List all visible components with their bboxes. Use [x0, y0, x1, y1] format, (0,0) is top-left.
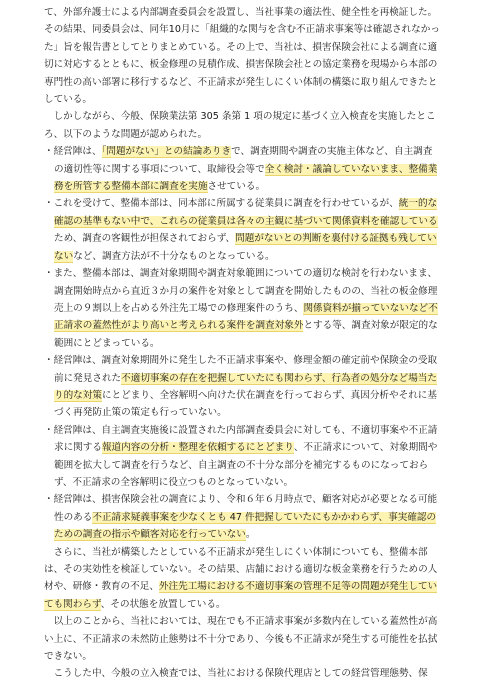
finding-item — [44, 195, 440, 265]
bullet-dot-icon: ・ — [44, 355, 54, 367]
body-text: 、その状態を放置している。 — [100, 598, 226, 610]
highlighted-text: 統一的な確認の基準もない中で、これらの従業員は各々の主観に基づいて関係資料を確認している — [54, 198, 438, 227]
body-text: 、不正請求について、対象期間や範囲を拡大して調査を行うなど、自主調査の不十分な部分を補完するものになっておらず、不正請求の全容解明に役立つものとなっていない。 — [54, 442, 438, 488]
finding-item — [44, 422, 440, 492]
body-text: で、調査期間や調査の実施主体など、自主調査の適切性等に関する事項について、取締役会等で — [54, 146, 433, 175]
body-text: 。 — [245, 529, 256, 541]
body-text: こうした中、今般の立入検査では、当社における保険代理店としての経営管理態勢、保 — [53, 668, 428, 680]
body-text: にとどまり、全容解明へ向けた伏在調査を行っておらず、真因分析やそれに基づく再発防止策の策定も行っていない。 — [54, 389, 437, 419]
paragraph — [44, 665, 440, 682]
finding-item — [44, 352, 440, 422]
body-text: ため、調査の客観性が担保されておらず、 — [54, 233, 236, 245]
finding-item — [44, 143, 440, 195]
body-text: また、整備本部は、調査対象期間や調査対象範囲についての適切な検討を行わないまま、調査開始時点から直近３か月の案件を対象として調査を開始したものの、当社の板金修理売上の９割以上を占める外注先工場での修理案件のうち、 — [53, 268, 438, 314]
finding-item — [44, 491, 440, 543]
closing-section — [44, 544, 440, 683]
body-text: 経営陣は、自主調査実施後に設置された内部調査委員会に対しても、不適切事案や不正請求に関する — [53, 424, 438, 454]
body-text: これを受けて、整備本部は、同本部に所属する従業員に調査を行わせているが、 — [53, 198, 399, 210]
body-text: 経営陣は、 — [53, 146, 102, 158]
body-text: しかしながら、今般、保険業法第 305 条第 1 項の規定に基づく立入検査を実施したところ、以下のような問題が認められた。 — [44, 111, 436, 140]
highlighted-text: 報道内容の分析・整理を依頼するにとどまり — [101, 442, 294, 454]
body-text: て、外部弁護士による内部調査委員会を設置し、当社事業の適法性、健全性を再検証した。その結果、同委員会は、同年10月に「組織的な関与を含む不正請求事案等は確認されなかった」旨を報告書としてとりまとめている。その上で、当社は、損害保険会社による調査に適切に対応するとともに、板金修理の見積作成、損害保険会社との協定業務を現場から本部の専門性の高い部署に移行するなど、不正請求が発生しにくい体制の構築に取り組んできたとしている。 — [44, 7, 440, 106]
bullet-dot-icon: ・ — [44, 268, 54, 280]
finding-item — [44, 265, 440, 352]
paragraph — [44, 544, 440, 614]
highlighted-text: 不正請求疑義事案を少なくとも 47 件把握していたにもかかわらず、事実確認のための調査の指示や顧客対応を行っていない — [54, 511, 437, 541]
body-text: させている。 — [207, 181, 266, 193]
paragraph — [44, 108, 440, 143]
bullet-dot-icon: ・ — [44, 198, 54, 210]
findings-list — [44, 143, 440, 543]
paragraph — [44, 613, 440, 665]
bullet-dot-icon: ・ — [44, 494, 54, 506]
body-text: 以上のことから、当社においては、現在でも不正請求事案が多数内在している蓋然性が高い上に、不正請求の未然防止態勢は不十分であり、今後も不正請求が発生する可能性を払拭できない。 — [44, 616, 438, 663]
body-text: とする等、調査対象が限定的な範囲にとどまっている。 — [54, 320, 438, 349]
highlighted-text: 関係資料が揃っていないなど不正請求の蓋然性がより高いと考えられる案件を調査対象外 — [54, 302, 438, 332]
body-text: など、調査方法が不十分なものとなっている。 — [73, 250, 275, 262]
highlighted-text: 「問題がない」との結論ありき — [101, 146, 232, 158]
paragraph — [44, 4, 440, 108]
body-text: 経営陣は、損害保険会社の調査により、令和６年６月時点で、顧客対応が必要となる可能性のある — [53, 494, 438, 523]
highlighted-text: 問題がないとの判断を裏付ける証拠も残していない — [54, 233, 437, 262]
highlighted-text: 全く検討・議論していないまま、整備業務を所管する整備本部に調査を実施 — [54, 163, 438, 193]
bullet-dot-icon: ・ — [44, 424, 54, 436]
body-text: 経営陣は、調査対象期間外に発生した不正請求事案や、修理金額の確定前や保険金の受取前に発見された — [53, 355, 438, 384]
highlighted-text: 外注先工場における不適切事案の管理不足等の問題が発生していても関わらず — [44, 581, 438, 610]
highlighted-text: 不適切事案の存在を把握していたにも関わらず、行為者の処分など場当たり的な対策 — [54, 372, 437, 401]
intro-section — [44, 4, 440, 143]
bullet-dot-icon: ・ — [44, 146, 54, 158]
body-text: さらに、当社が構築したとしている不正請求が発生しにくい体制についても、整備本部は、その実効性を検証していない。その結果、店舗における適切な板金業務を行うための人材や、研修・教育の不足、 — [44, 546, 438, 593]
